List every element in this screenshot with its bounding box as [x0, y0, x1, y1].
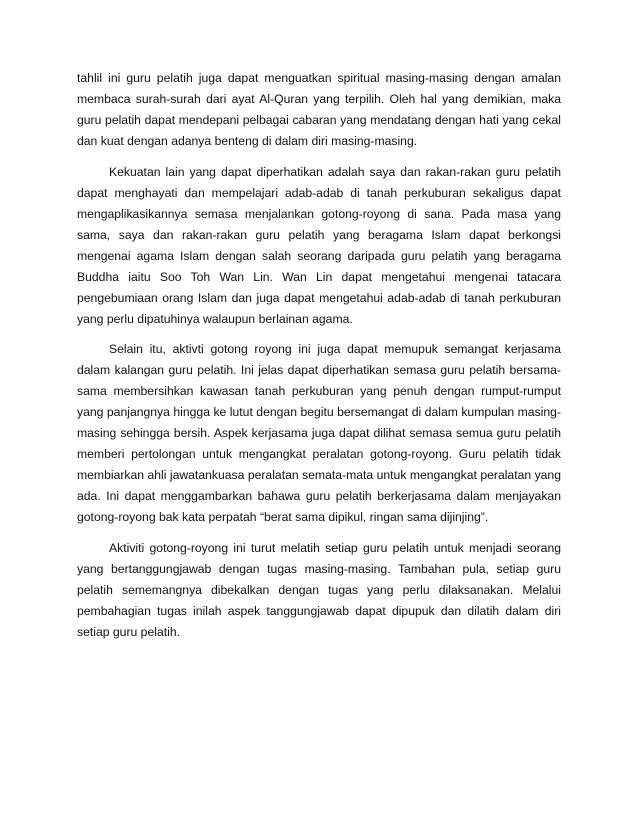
paragraph-kerjasama: Selain itu, aktivti gotong royong ini juga dapat memupuk semangat kerjasama dalam kalangan guru pelatih. Ini jelas dapat diperhatikan semasa guru pelatih bersama-sama membersihkan kawasan tanah perkuburan yang penuh dengan rumput-rumput yang panjangnya hingga ke lutut dengan begitu bersemangat di dalam kumpulan masing-masing sehingga bersih. Aspek kerjasama juga dapat dilihat semasa semua guru pelatih memberi pertolongan untuk mengangkat peralatan gotong-royong. Guru pelatih tidak membiarkan ahli jawatankuasa peralatan semata-mata untuk mengangkat peralatan yang ada. Ini dapat menggambarkan bahawa guru pelatih berkerjasama dalam menjayakan gotong-royong bak kata perpatah “berat sama dipikul, ringan sama dijinjing”.: [77, 342, 561, 524]
paragraph-continuation: tahlil ini guru pelatih juga dapat menguatkan spiritual masing-masing dengan amalan membaca surah-surah dari ayat Al-Quran yang terpilih. Oleh hal yang demikian, maka guru pelatih dapat mendepani pelbagai cabaran yang mendatang dengan hati yang cekal dan kuat dengan adanya benteng di dalam diri masing-masing.: [77, 71, 561, 148]
document-page: [77, 68, 561, 652]
paragraph-tanggungjawab: Aktiviti gotong-royong ini turut melatih setiap guru pelatih untuk menjadi seorang yang bertanggungjawab dengan tugas masing-masing. Tambahan pula, setiap guru pelatih sememangnya dibekalkan dengan tugas yang perlu dilaksanakan. Melalui pembahagian tugas inilah aspek tanggungjawab dapat dipupuk dan dilatih dalam diri setiap guru pelatih.: [77, 540, 561, 639]
paragraph-kekuatan: Kekuatan lain yang dapat diperhatikan adalah saya dan rakan-rakan guru pelatih dapat menghayati dan mempelajari adab-adab di tanah perkuburan sekaligus dapat mengaplikasikannya semasa menjalankan gotong-royong di sana. Pada masa yang sama, saya dan rakan-rakan guru pelatih yang beragama Islam dapat berkongsi mengenai agama Islam dengan salah seorang daripada guru pelatih yang beragama Buddha iaitu Soo Toh Wan Lin. Wan Lin dapat mengetahui mengenai tatacara pengebumiaan orang Islam dan juga dapat mengetahui adab-adab di tanah perkuburan yang perlu dipatuhinya walaupun berlainan agama.: [77, 164, 561, 326]
